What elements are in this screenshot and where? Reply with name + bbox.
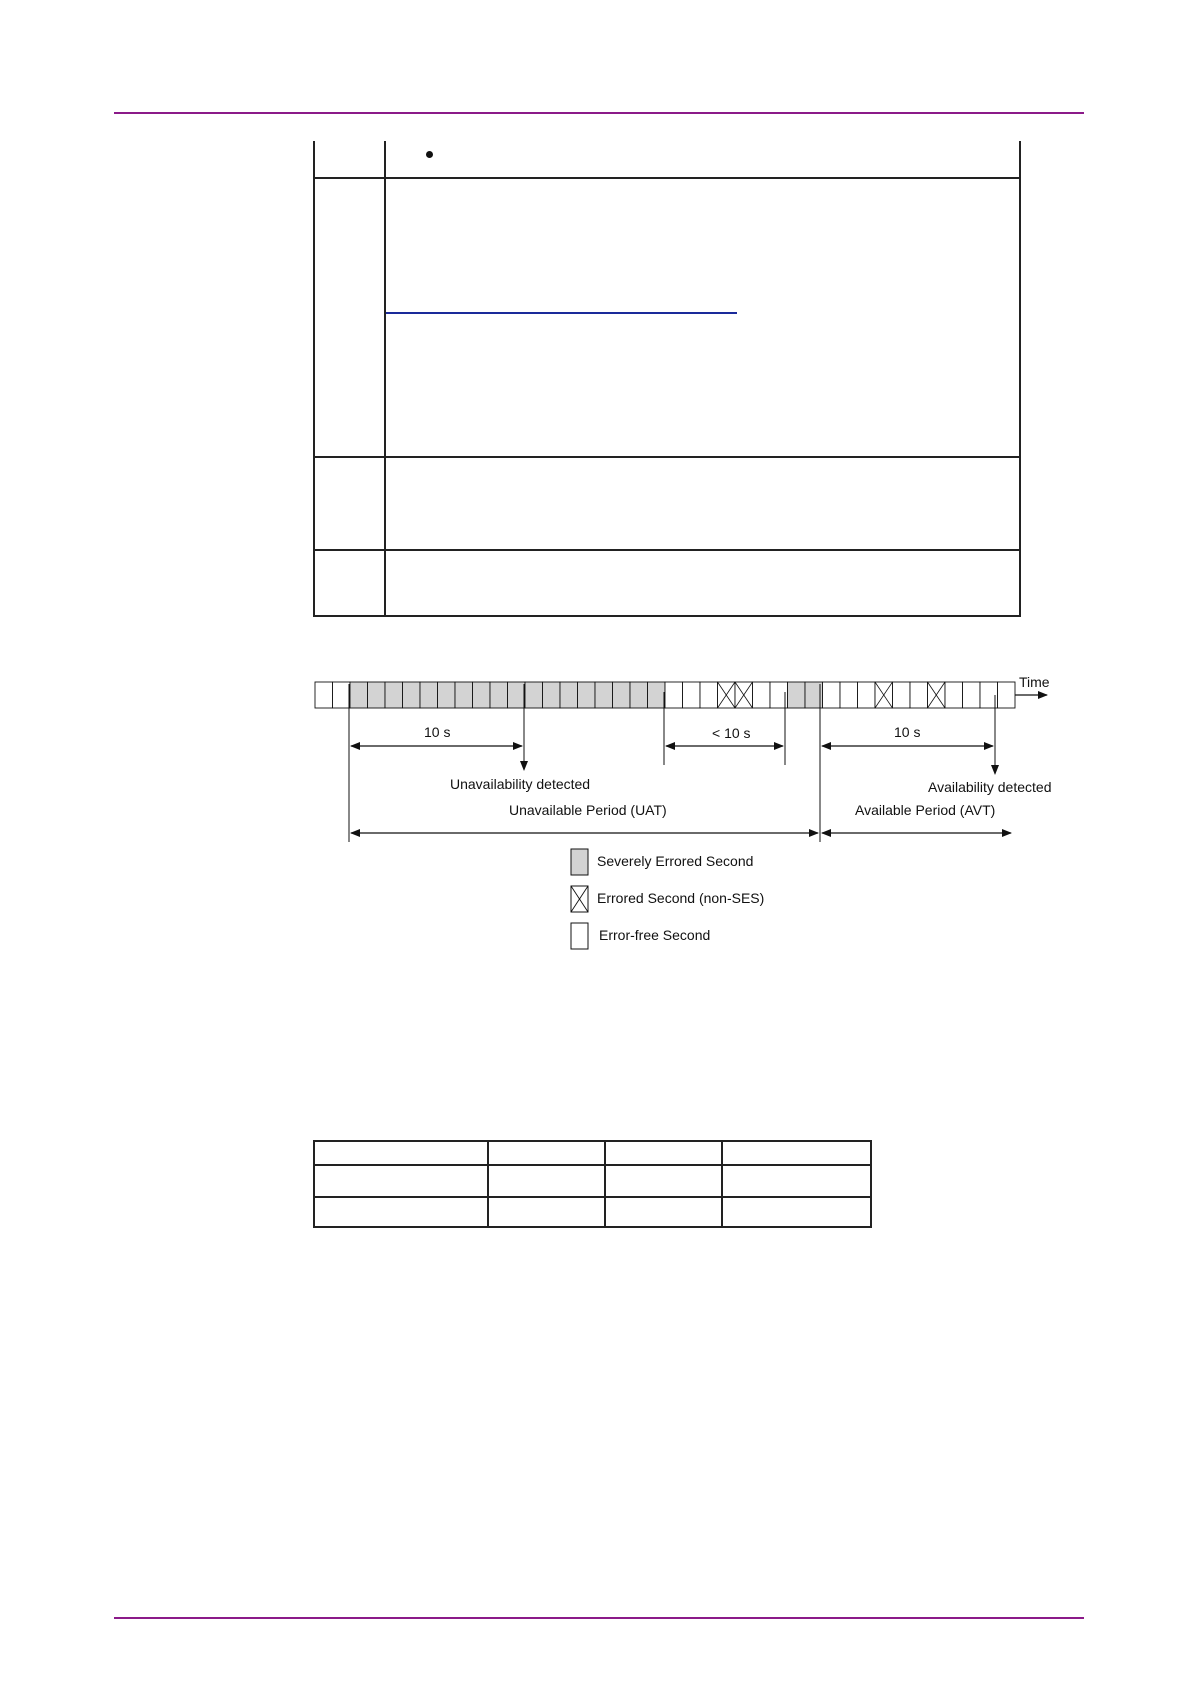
timing-diagram-svg [300, 670, 1080, 960]
span-10s-left-label: 10 s [424, 724, 451, 740]
severely-errored-second-cell [350, 682, 368, 708]
severely-errored-second-cell [525, 682, 543, 708]
table-column-divider [604, 1142, 606, 1226]
error-free-second-cell [998, 682, 1016, 708]
table-column-divider [487, 1142, 489, 1226]
severely-errored-second-cell [630, 682, 648, 708]
time-label: Time [1019, 674, 1050, 690]
footer-rule [114, 1617, 1084, 1619]
error-free-second-cell [910, 682, 928, 708]
error-free-second-cell [333, 682, 351, 708]
error-free-second-cell [858, 682, 876, 708]
seconds-strip [315, 682, 1015, 708]
results-table [313, 1140, 872, 1228]
severely-errored-second-cell [613, 682, 631, 708]
severely-errored-second-cell [490, 682, 508, 708]
legend-ses-label: Severely Errored Second [597, 853, 754, 869]
severely-errored-second-cell [560, 682, 578, 708]
availability-detected-label: Availability detected [928, 779, 1052, 795]
severely-errored-second-cell [455, 682, 473, 708]
error-free-second-cell [753, 682, 771, 708]
error-free-second-cell [893, 682, 911, 708]
legend [571, 849, 764, 949]
table-row-divider [315, 1196, 870, 1198]
table-row-divider [315, 1164, 870, 1166]
severely-errored-second-cell [788, 682, 806, 708]
error-free-second-cell [665, 682, 683, 708]
uat-label: Unavailable Period (UAT) [509, 802, 667, 818]
legend-es-label: Errored Second (non-SES) [597, 890, 765, 906]
severely-errored-second-cell [368, 682, 386, 708]
legend-efs-swatch [571, 923, 588, 949]
severely-errored-second-cell [473, 682, 491, 708]
error-free-second-cell [840, 682, 858, 708]
error-free-second-cell [823, 682, 841, 708]
avt-label: Available Period (AVT) [855, 802, 996, 818]
table-row-divider [315, 549, 1019, 551]
severely-errored-second-cell [385, 682, 403, 708]
table-row-divider [315, 177, 1019, 179]
unavailability-detected-label: Unavailability detected [450, 776, 591, 792]
severely-errored-second-cell [648, 682, 666, 708]
legend-efs-label: Error-free Second [599, 927, 711, 943]
severely-errored-second-cell [543, 682, 561, 708]
availability-timing-diagram [300, 670, 1080, 960]
table-column-divider [721, 1142, 723, 1226]
error-free-second-cell [963, 682, 981, 708]
span-10s-right-label: 10 s [894, 724, 921, 740]
severely-errored-second-cell [403, 682, 421, 708]
requirements-table [313, 141, 1021, 617]
span-lt10s-label: < 10 s [712, 725, 751, 741]
severely-errored-second-cell [578, 682, 596, 708]
list-bullet [426, 151, 433, 158]
table-row-divider [315, 456, 1019, 458]
severely-errored-second-cell [420, 682, 438, 708]
error-free-second-cell [700, 682, 718, 708]
severely-errored-second-cell [438, 682, 456, 708]
severely-errored-second-cell [508, 682, 526, 708]
error-free-second-cell [683, 682, 701, 708]
table-column-divider [384, 141, 386, 615]
error-free-second-cell [315, 682, 333, 708]
hyperlink-underline[interactable] [386, 312, 737, 314]
header-rule [114, 112, 1084, 114]
legend-ses-swatch [571, 849, 588, 875]
error-free-second-cell [945, 682, 963, 708]
severely-errored-second-cell [595, 682, 613, 708]
